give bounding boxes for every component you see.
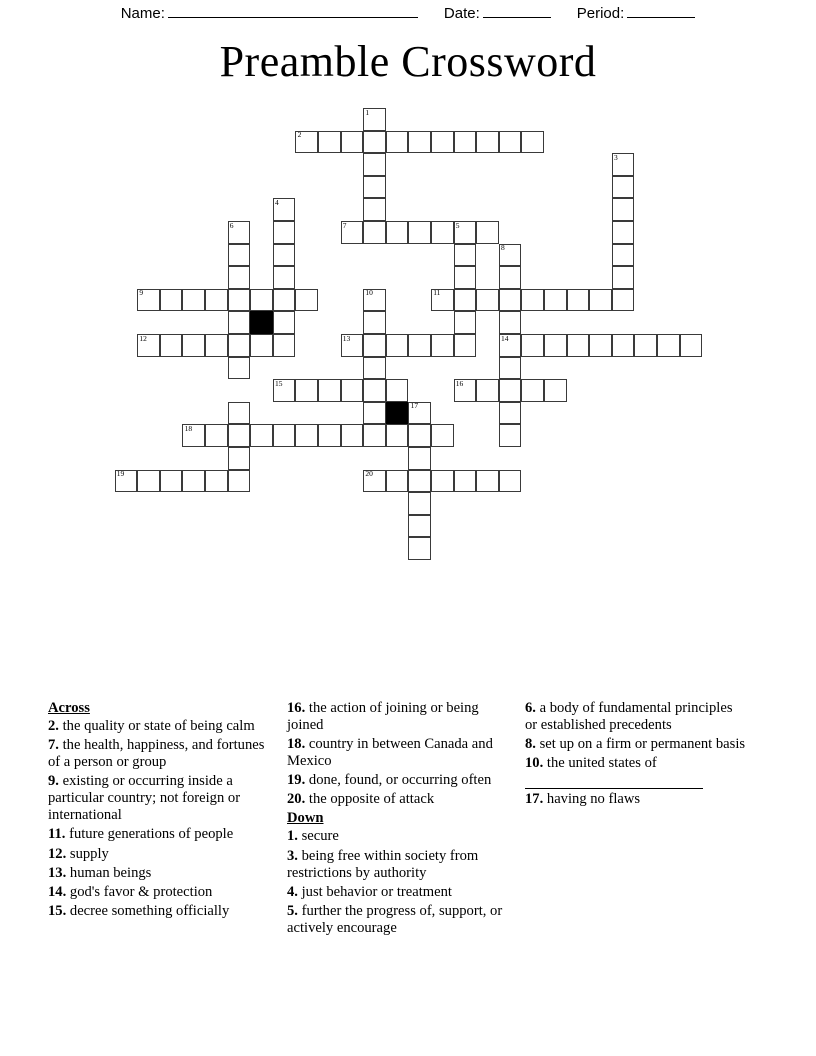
grid-cell[interactable] [499, 244, 522, 267]
clue-number: 17. [525, 791, 547, 808]
grid-cell-blocked [386, 402, 409, 425]
clue-text: supply [69, 845, 109, 862]
grid-cell-number: 14 [500, 333, 509, 343]
grid-cell-number: 6 [229, 220, 234, 230]
clue-item [287, 772, 516, 789]
name-input-rule[interactable] [168, 7, 418, 18]
clue-number: 10. [525, 755, 547, 772]
grid-cell[interactable] [228, 334, 251, 357]
clue-text: having no flaws [546, 791, 641, 808]
grid-cell[interactable] [363, 402, 386, 425]
grid-cell[interactable] [454, 131, 477, 154]
grid-cell-number: 13 [342, 333, 351, 343]
grid-cell-number: 10 [365, 288, 373, 298]
period-field-group [577, 5, 696, 22]
clue-text: the united states of [546, 755, 657, 772]
grid-cell[interactable] [363, 470, 386, 493]
grid-cell[interactable] [612, 266, 635, 289]
grid-cell[interactable] [386, 379, 409, 402]
grid-cell[interactable] [612, 221, 635, 244]
clue-item [48, 826, 278, 843]
grid-cell[interactable] [250, 334, 273, 357]
grid-cell[interactable] [408, 131, 431, 154]
grid-cell[interactable] [454, 334, 477, 357]
clue-item [287, 736, 516, 770]
name-field-group [121, 5, 418, 22]
grid-cell[interactable] [160, 334, 183, 357]
grid-cell-number: 2 [297, 130, 302, 140]
grid-cell[interactable] [431, 334, 454, 357]
grid-cell[interactable] [612, 176, 635, 199]
grid-cell[interactable] [160, 470, 183, 493]
grid-cell[interactable] [386, 470, 409, 493]
clue-text: the quality or state of being calm [62, 718, 255, 735]
grid-cell[interactable] [612, 244, 635, 267]
grid-cell[interactable] [182, 470, 205, 493]
clue-number: 12. [48, 845, 70, 862]
grid-cell[interactable] [408, 537, 431, 560]
grid-cell[interactable] [499, 379, 522, 402]
down-heading: Down [287, 810, 324, 827]
grid-cell[interactable] [228, 244, 251, 267]
grid-cell[interactable] [386, 334, 409, 357]
grid-cell[interactable] [431, 424, 454, 447]
grid-cell[interactable] [408, 515, 431, 538]
grid-cell-number: 19 [116, 469, 125, 479]
clue-item [48, 718, 278, 735]
clue-item [287, 884, 516, 901]
grid-cell[interactable] [273, 311, 296, 334]
clue-item [525, 755, 746, 789]
grid-cell[interactable] [205, 334, 228, 357]
grid-cell[interactable] [612, 334, 635, 357]
clue-item [48, 865, 278, 882]
grid-cell[interactable] [228, 357, 251, 380]
clue-text: secure [301, 828, 339, 845]
grid-cell[interactable] [205, 289, 228, 312]
grid-cell[interactable] [454, 266, 477, 289]
grid-cell[interactable] [228, 424, 251, 447]
grid-cell[interactable] [341, 131, 364, 154]
grid-cell[interactable] [363, 424, 386, 447]
name-label: Name: [120, 4, 165, 22]
grid-cell[interactable] [318, 424, 341, 447]
grid-cell[interactable] [386, 131, 409, 154]
clue-text: human beings [69, 864, 152, 881]
grid-cell[interactable] [137, 289, 160, 312]
grid-cell[interactable] [431, 289, 454, 312]
grid-cell[interactable] [182, 289, 205, 312]
crossword-grid[interactable] [92, 108, 724, 568]
grid-cell-number: 1 [365, 107, 370, 117]
grid-cell-number: 8 [500, 243, 505, 253]
grid-cell[interactable] [454, 244, 477, 267]
period-input-rule[interactable] [627, 7, 695, 18]
clue-answer-blank-rule[interactable] [525, 774, 703, 789]
clue-text: future generations of people [69, 826, 234, 843]
grid-cell[interactable] [499, 131, 522, 154]
grid-cell[interactable] [182, 424, 205, 447]
clue-number: 5. [287, 902, 302, 919]
grid-cell[interactable] [408, 470, 431, 493]
grid-cell[interactable] [454, 221, 477, 244]
grid-cell[interactable] [295, 424, 318, 447]
grid-cell[interactable] [476, 289, 499, 312]
clue-item [48, 903, 278, 920]
clue-number: 2. [48, 718, 63, 735]
grid-cell[interactable] [612, 198, 635, 221]
grid-cell[interactable] [228, 447, 251, 470]
grid-cell[interactable] [363, 379, 386, 402]
grid-cell[interactable] [295, 131, 318, 154]
clue-text: the action of joining or being joined [287, 700, 479, 734]
grid-cell[interactable] [341, 424, 364, 447]
grid-cell[interactable] [250, 424, 273, 447]
grid-cell[interactable] [363, 198, 386, 221]
clue-text: existing or occurring inside a particular country; not foreign or international [48, 773, 241, 824]
grid-cell[interactable] [386, 221, 409, 244]
grid-cell[interactable] [182, 334, 205, 357]
clues-section [48, 700, 764, 970]
grid-cell[interactable] [386, 424, 409, 447]
grid-cell[interactable] [341, 379, 364, 402]
clue-text: being free within society from restrictions by authority [287, 847, 479, 881]
clue-item [287, 828, 516, 845]
clue-column-3 [525, 700, 755, 970]
grid-cell-number: 9 [139, 288, 144, 298]
clue-number: 1. [287, 828, 302, 845]
clue-item [525, 736, 746, 753]
period-label: Period: [576, 4, 625, 22]
grid-cell[interactable] [431, 470, 454, 493]
clue-item [287, 903, 516, 937]
grid-cell[interactable] [363, 221, 386, 244]
clue-column-2 [287, 700, 525, 970]
clue-number: 7. [48, 737, 63, 754]
grid-cell[interactable] [544, 334, 567, 357]
clue-number: 13. [48, 864, 70, 881]
grid-cell-number: 16 [455, 378, 464, 388]
grid-cell[interactable] [567, 289, 590, 312]
grid-cell[interactable] [431, 221, 454, 244]
grid-cell-number: 3 [613, 152, 618, 162]
grid-cell[interactable] [115, 470, 138, 493]
grid-cell[interactable] [341, 334, 364, 357]
grid-cell[interactable] [273, 424, 296, 447]
clue-number: 9. [48, 773, 63, 790]
grid-cell[interactable] [499, 266, 522, 289]
grid-cell[interactable] [589, 334, 612, 357]
date-label: Date: [443, 4, 480, 22]
page-title: Preamble Crossword [219, 37, 597, 86]
clue-number: 8. [525, 736, 540, 753]
grid-cell[interactable] [431, 131, 454, 154]
clue-text: just behavior or treatment [301, 883, 452, 900]
grid-cell[interactable] [612, 289, 635, 312]
grid-cell[interactable] [499, 311, 522, 334]
grid-cell[interactable] [499, 289, 522, 312]
grid-cell[interactable] [408, 334, 431, 357]
clue-item [525, 700, 746, 734]
grid-cell[interactable] [273, 198, 296, 221]
grid-cell[interactable] [408, 492, 431, 515]
grid-cell[interactable] [228, 266, 251, 289]
grid-cell[interactable] [341, 221, 364, 244]
grid-cell[interactable] [499, 402, 522, 425]
grid-cell[interactable] [657, 334, 680, 357]
grid-cell[interactable] [273, 266, 296, 289]
grid-cell[interactable] [250, 289, 273, 312]
grid-cell[interactable] [476, 221, 499, 244]
grid-cell[interactable] [205, 470, 228, 493]
clue-number: 6. [525, 700, 540, 716]
grid-cell[interactable] [544, 289, 567, 312]
clue-column-1 [48, 700, 287, 970]
date-input-rule[interactable] [483, 7, 551, 18]
grid-cell[interactable] [634, 334, 657, 357]
grid-cell[interactable] [567, 334, 590, 357]
grid-cell[interactable] [408, 447, 431, 470]
grid-cell[interactable] [228, 221, 251, 244]
grid-cell[interactable] [521, 131, 544, 154]
grid-cell[interactable] [273, 379, 296, 402]
grid-cell[interactable] [454, 379, 477, 402]
grid-cell[interactable] [408, 221, 431, 244]
grid-cell[interactable] [363, 153, 386, 176]
clue-text: further the progress of, support, or actively encourage [287, 902, 503, 936]
across-heading: Across [48, 700, 90, 716]
grid-cell-blocked [250, 311, 273, 334]
clue-text: the opposite of attack [308, 791, 435, 808]
grid-cell[interactable] [363, 176, 386, 199]
grid-cell[interactable] [363, 311, 386, 334]
grid-cell[interactable] [589, 289, 612, 312]
clue-item [287, 700, 516, 734]
grid-cell[interactable] [273, 221, 296, 244]
clue-text: done, found, or occurring often [308, 772, 492, 789]
grid-cell[interactable] [363, 357, 386, 380]
clue-number: 15. [48, 902, 70, 919]
clue-number: 11. [48, 826, 70, 843]
grid-cell[interactable] [544, 379, 567, 402]
grid-cell[interactable] [363, 289, 386, 312]
grid-cell[interactable] [408, 402, 431, 425]
grid-cell[interactable] [228, 289, 251, 312]
grid-cell[interactable] [454, 289, 477, 312]
grid-cell[interactable] [160, 289, 183, 312]
grid-cell[interactable] [476, 131, 499, 154]
clue-number: 3. [287, 847, 302, 864]
date-field-group [444, 5, 551, 22]
grid-cell-number: 15 [274, 378, 283, 388]
grid-cell-number: 18 [184, 423, 193, 433]
grid-cell[interactable] [521, 289, 544, 312]
clue-text: god's favor & protection [69, 883, 213, 900]
clue-item [287, 848, 516, 882]
grid-cell[interactable] [363, 108, 386, 131]
clue-item [48, 773, 278, 824]
grid-cell[interactable] [499, 334, 522, 357]
grid-cell[interactable] [454, 311, 477, 334]
clue-item [525, 791, 746, 808]
clue-number: 14. [48, 883, 70, 900]
grid-cell[interactable] [363, 334, 386, 357]
clue-item [48, 846, 278, 863]
grid-cell[interactable] [521, 379, 544, 402]
clue-text: a body of fundamental principles or established precedents [525, 700, 733, 734]
clue-text: country in between Canada and Mexico [287, 736, 493, 770]
clue-number: 20. [287, 791, 309, 808]
grid-cell-number: 17 [410, 401, 419, 411]
grid-cell[interactable] [499, 357, 522, 380]
grid-cell[interactable] [273, 244, 296, 267]
clue-text: set up on a firm or permanent basis [539, 736, 746, 753]
grid-cell[interactable] [318, 131, 341, 154]
grid-cell-number: 4 [274, 197, 279, 207]
clue-text: the health, happiness, and fortunes of a person or group [48, 737, 265, 771]
grid-cell-number: 11 [433, 288, 441, 298]
grid-cell[interactable] [521, 334, 544, 357]
grid-cell[interactable] [499, 424, 522, 447]
grid-cell[interactable] [476, 379, 499, 402]
grid-cell[interactable] [499, 470, 522, 493]
grid-cell[interactable] [476, 470, 499, 493]
grid-cell[interactable] [454, 470, 477, 493]
grid-cell[interactable] [228, 311, 251, 334]
grid-cell[interactable] [318, 379, 341, 402]
grid-cell[interactable] [228, 470, 251, 493]
grid-cell[interactable] [408, 424, 431, 447]
clue-number: 16. [287, 700, 309, 716]
grid-cell[interactable] [228, 402, 251, 425]
grid-cell[interactable] [273, 289, 296, 312]
clue-item [287, 791, 516, 808]
clue-text: decree something officially [69, 902, 230, 919]
clue-item [48, 737, 278, 771]
grid-cell-number: 5 [455, 220, 460, 230]
grid-cell[interactable] [205, 424, 228, 447]
clue-item [48, 884, 278, 901]
clue-number: 4. [287, 883, 302, 900]
grid-cell[interactable] [612, 153, 635, 176]
grid-cell-number: 7 [342, 220, 347, 230]
grid-cell[interactable] [273, 334, 296, 357]
clue-number: 18. [287, 736, 309, 753]
student-info-header [0, 0, 816, 26]
grid-cell[interactable] [363, 131, 386, 154]
grid-cell-number: 20 [365, 469, 373, 479]
clue-number: 19. [287, 772, 309, 789]
grid-cell-number: 12 [139, 333, 147, 343]
grid-cell[interactable] [137, 470, 160, 493]
grid-cell[interactable] [295, 379, 318, 402]
grid-cell[interactable] [295, 289, 318, 312]
grid-cell[interactable] [137, 334, 160, 357]
grid-cell[interactable] [680, 334, 703, 357]
